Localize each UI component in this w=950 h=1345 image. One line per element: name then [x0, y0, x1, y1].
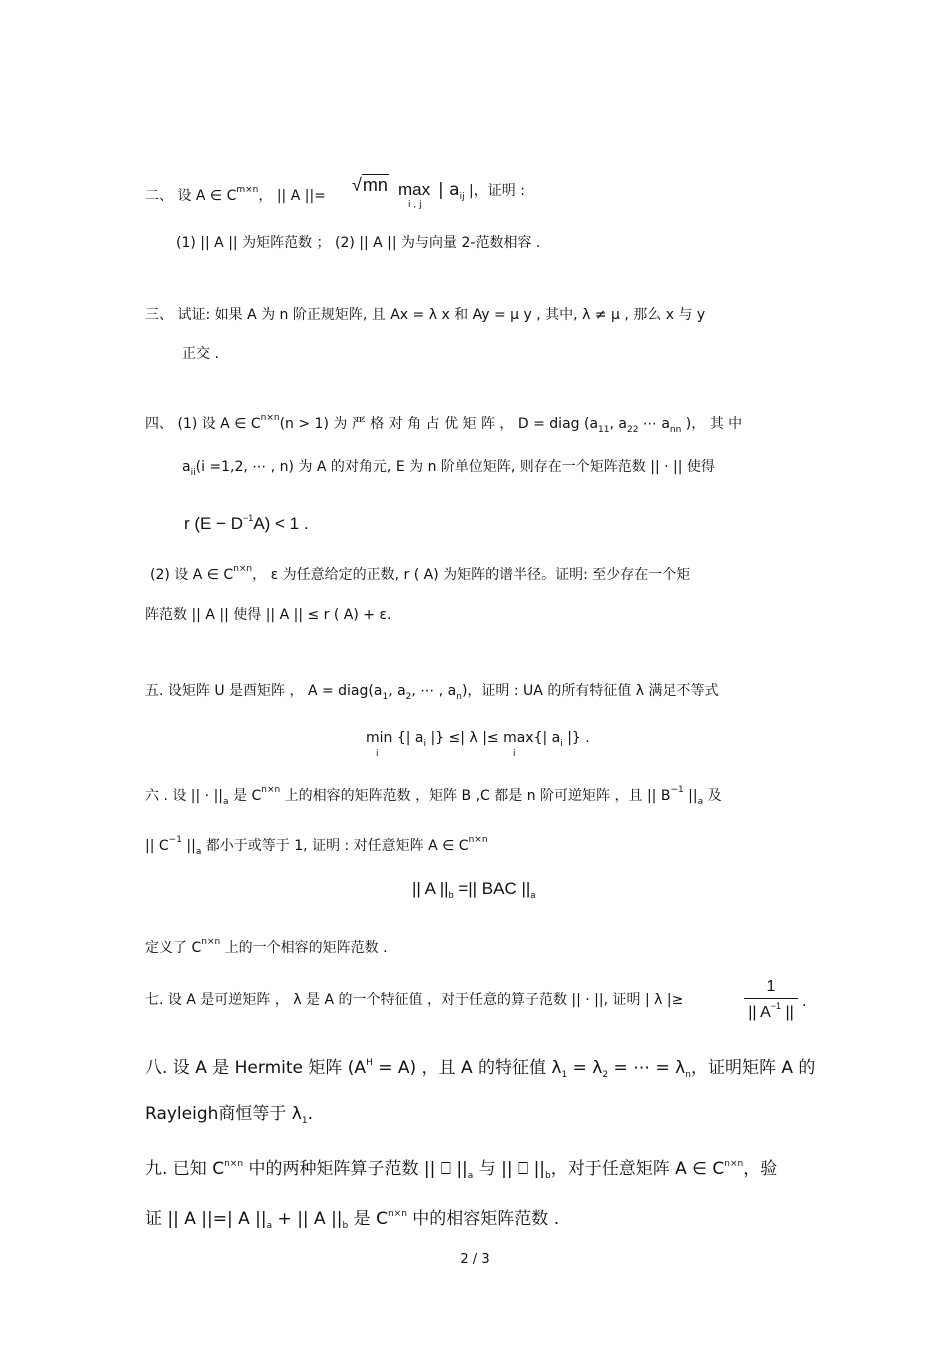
q5-line1: 五. 设矩阵 U 是酉矩阵 ， $A = diag(a_1$, $a_2$, ⋯ , $a_n$)，证明 : UA 的所有特征值 λ 满足不等式: [145, 683, 719, 702]
q7-period: .: [802, 994, 807, 1010]
q6-line3: || A $||_b$ =|| BAC $||_a$: [412, 879, 536, 900]
q4-line1: 四、 (1) 设 A ∈ $C^{n\times n}(n > 1)$ 为 严 格 对 角 占 优 矩 阵 ， D = diag ($a_{11}$, $a_{22}$ ⋯ $a_{nn}$ )， 其 中: [145, 413, 743, 435]
q5-line2: min {| $a_i$ |} ≤| λ |≤ max{| $a_i$ |} .: [366, 730, 590, 749]
q2-text: 二、 设 A ∈ C: [145, 188, 237, 204]
q2-sup: m×n: [236, 185, 259, 195]
page-number: 2 / 3: [460, 1252, 490, 1267]
q3-line1: 三、 试证: 如果 A 为 n 阶正规矩阵, 且 Ax = λ x 和 Ay = μ y , 其中, λ ≠ μ , 那么 x 与 y: [145, 307, 706, 323]
q7-numerator: 1: [766, 978, 776, 995]
q5-min-sub: i: [376, 749, 379, 759]
q8-line2: Rayleigh商恒等于 $\lambda_1$.: [145, 1104, 313, 1126]
q2-max: max: [398, 180, 431, 199]
q6-line1: 六 . 设 || · $||_a$ 是 $C^{n\times n}$ 上的相容的矩阵范数 ，矩阵 B ,C 都是 n 阶可逆矩阵 ，且 || $B^{-1}$ $||_a$ 及: [145, 785, 722, 807]
q7-line1: 七. 设 A 是可逆矩阵 ， λ 是 A 的一个特征值 ，对于任意的算子范数 || · ||, 证明 | λ |≥: [145, 992, 684, 1008]
q4-line2: $a_{ii}(i =1,2$, ⋯ , n) 为 A 的对角元, E 为 n 阶单位矩阵, 则存在一个矩阵范数 || · || 使得: [182, 459, 715, 478]
q2-line1: [145, 180, 326, 206]
q2-tail: | $a_{ij}$ |，证明 :: [438, 180, 525, 202]
q9-line1: 九. 已知 $C^{n\times n}$ 中的两种矩阵算子范数 || ⎕ $||_a$ 与 || ⎕ $||_b$，对于任意矩阵 A ∈ $C^{n\times n}$，验: [145, 1159, 778, 1181]
q2-mid: ， || A ||=: [258, 188, 326, 204]
q7-denominator: || $A^{-1}$ ||: [748, 1001, 794, 1021]
q6-line4: 定义了 $C^{n\times n}$ 上的一个相容的矩阵范数 .: [145, 937, 388, 956]
q9-line2: 证 || A ||=| A $||_a$ + || A $||_b$ 是 $C^{n\times n}$ 中的相容矩阵范数 .: [145, 1209, 560, 1231]
q2-max-sub: i , j: [408, 200, 422, 210]
q7-fraction: [744, 978, 798, 1022]
q6-line2: || $C^{-1}$ $||_a$ 都小于或等于 1, 证明 : 对任意矩阵 A ∈ $C^{n\times n}$: [145, 835, 488, 857]
q4-line3: r $(E - D^{-1}A) < 1$ .: [184, 513, 309, 533]
q5-max-sub: i: [513, 749, 516, 759]
q8-line1: 八. 设 A 是 Hermite 矩阵 $(A^H = A)$ ，且 A 的特征值 $\lambda_1 = \lambda_2$ = ⋯ = $\lambda_n$，证明矩阵 A 的: [145, 1058, 816, 1080]
q2-sqrt-content: mn: [362, 175, 388, 195]
q7-fraction-bar: [744, 998, 798, 999]
q4-line5: 阵范数 || A || 使得 || A || ≤ r ( A) + ε.: [145, 607, 392, 623]
q2-sqrt: √mn: [352, 175, 388, 195]
q4-line4: (2) 设 A ∈ $C^{n\times n}$， ε 为任意给定的正数, r ( A) 为矩阵的谱半径。证明: 至少存在一个矩: [150, 564, 691, 583]
q2-line2: (1) || A || 为矩阵范数 ； (2) || A || 为与向量 2-范数相容 .: [176, 235, 541, 251]
q3-line2: 正交 .: [182, 346, 219, 362]
